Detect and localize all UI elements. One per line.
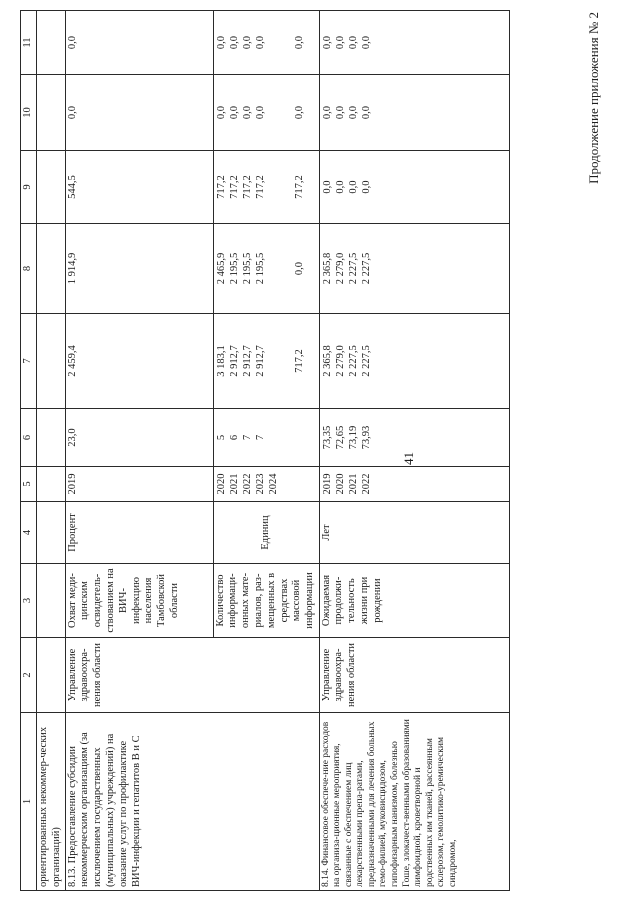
v9-tail: 717,2 (293, 175, 305, 199)
v8-cell: 2 227,5 (347, 252, 359, 285)
v6-cell: 73,19 (347, 425, 359, 450)
row-8-14-v10 (319, 75, 509, 151)
v10-cell: 0,0 (360, 105, 372, 120)
year-2024: 2024 (267, 473, 279, 495)
v10-cell: 0,0 (241, 105, 253, 120)
v10-cell: 0,0 (334, 105, 346, 120)
row-8-14-executor: Управление здравоохра-нения области (319, 638, 509, 713)
v7-cell: 3 183,1 (215, 345, 227, 377)
v8-cell: 2 365,8 (321, 252, 333, 285)
row-8-14-v11 (319, 11, 509, 75)
col-header-8: 8 (21, 224, 37, 314)
v11-cell: 0,0 (215, 35, 227, 50)
v8-cell: 2 279,0 (334, 252, 346, 285)
row-8-13-v10-b (213, 75, 319, 151)
v6-cell: 6 (228, 434, 240, 441)
year-2020: 2020 (215, 473, 227, 495)
v6-cell: 5 (215, 434, 227, 441)
v6-cell: 7 (241, 434, 253, 441)
v6-cell: 7 (254, 434, 266, 441)
row-8-13-year-a: 2019 (65, 467, 213, 502)
row-8-14-title: 8.14. Финансовое обеспече-ние расходов на организа-ционные мероприятия, связанные с обеспечением лиц лекарственными препа-ратами, предназначенными для лечения больных гемо-филией, муковисцидозом, гипофизарным нанизмом, болезнью Гоше, злокачест-венными образованиями лимфоидной, кроветворной и родственных им тканей, рассеянным склерозом, гемолитико-уремическим синдромом, (319, 713, 509, 891)
row-8-13-v7-a: 2 459,4 (65, 314, 213, 409)
header-row (21, 11, 37, 891)
col-header-11: 11 (21, 11, 37, 75)
row-8-13-v7-b (213, 314, 319, 409)
v9-cell: 717,2 (215, 175, 227, 199)
col-header-6: 6 (21, 409, 37, 467)
col-header-2: 2 (21, 638, 37, 713)
v8-cell: 2 465,9 (215, 252, 227, 285)
row-8-13-v8-a: 1 914,9 (65, 224, 213, 314)
v11-cell: 0,0 (360, 35, 372, 50)
v9-cell: 0,0 (321, 180, 333, 194)
col-header-4: 4 (21, 502, 37, 564)
v8-cell: 2 195,5 (254, 252, 266, 285)
row-8-13-v11-a: 0,0 (65, 11, 213, 75)
v7-cell: 2 227,5 (347, 345, 359, 377)
v10-cell: 0,0 (254, 105, 266, 120)
v9-cell: 717,2 (254, 175, 266, 199)
v11-cell: 0,0 (334, 35, 346, 50)
row-8-13-years-b (213, 467, 319, 502)
row-8-14-v8 (319, 224, 509, 314)
v11-cell: 0,0 (254, 35, 266, 50)
row-8-13-executor: Управление здравоохра-нения области (65, 638, 319, 713)
v7-cell: 2 279,0 (334, 345, 346, 377)
row-8-13-v10-a: 0,0 (65, 75, 213, 151)
v11-cell: 0,0 (347, 35, 359, 50)
v6-cell: 72,65 (334, 425, 346, 450)
row-8-13-unit-b: Единиц (213, 502, 319, 564)
v7-cell: 2 365,8 (321, 345, 333, 377)
v7-tail: 717,2 (293, 349, 305, 373)
v11-tail: 0,0 (293, 35, 305, 50)
v11-cell: 0,0 (228, 35, 240, 50)
row-8-14-v6 (319, 409, 509, 467)
v8-cell: 2 195,5 (241, 252, 253, 285)
year-2021: 2021 (347, 473, 359, 495)
year-2021: 2021 (228, 473, 240, 495)
data-table (20, 10, 510, 891)
prev-row-text: ориентированных некоммер-ческих организаций) (37, 713, 66, 891)
v9-cell: 717,2 (241, 175, 253, 199)
table-row-8-14 (319, 11, 509, 891)
year-2020: 2020 (334, 473, 346, 495)
v10-cell: 0,0 (347, 105, 359, 120)
v9-cell: 0,0 (360, 180, 372, 194)
row-8-13-v6-a: 23,0 (65, 409, 213, 467)
v10-cell: 0,0 (215, 105, 227, 120)
table-row-8-13-a (65, 11, 213, 891)
continuation-title: Продолжение приложения № 2 (586, 12, 601, 184)
row-8-14-v7 (319, 314, 509, 409)
col-header-9: 9 (21, 151, 37, 224)
col-header-5: 5 (21, 467, 37, 502)
v9-cell: 0,0 (347, 180, 359, 194)
year-2022: 2022 (360, 473, 372, 495)
year-2022: 2022 (241, 473, 253, 495)
year-2019: 2019 (321, 473, 333, 495)
row-8-14-v9 (319, 151, 509, 224)
page-number: 41 (401, 452, 416, 465)
v9-cell: 0,0 (334, 180, 346, 194)
v7-cell: 2 912,7 (254, 345, 266, 377)
v6-cell: 73,93 (360, 425, 372, 450)
col-header-1: 1 (21, 713, 37, 891)
col-header-7: 7 (21, 314, 37, 409)
year-2023: 2023 (254, 473, 266, 495)
v11-cell: 0,0 (241, 35, 253, 50)
v8-cell: 2 227,5 (360, 252, 372, 285)
row-8-13-v11-b (213, 11, 319, 75)
row-8-13-title: 8.13. Предоставление субсидии некоммерческим организациям (за исключением государственных (муниципальных) учреждений) на оказание услуг по профилактике ВИЧ-инфекции и гепатитов В и С (65, 713, 319, 891)
row-8-13-v9-a: 544,5 (65, 151, 213, 224)
v8-cell: 2 195,5 (228, 252, 240, 285)
v7-cell: 2 912,7 (228, 345, 240, 377)
row-8-14-indicator: Ожидаемая продолжи-тельность жизни при рождении (319, 564, 509, 638)
row-8-13-v9-b (213, 151, 319, 224)
row-8-13-v6-b (213, 409, 319, 467)
prev-row-tail (37, 11, 66, 891)
row-8-13-indicator-a: Охват меди-цинским освидетель-ствованием на ВИЧ-инфекцию населения Тамбовской области (65, 564, 213, 638)
row-8-14-unit: Лет (319, 502, 509, 564)
v10-cell: 0,0 (321, 105, 333, 120)
v11-cell: 0,0 (321, 35, 333, 50)
col-header-10: 10 (21, 75, 37, 151)
v9-cell: 717,2 (228, 175, 240, 199)
row-8-13-unit-a: Процент (65, 502, 213, 564)
row-8-13-v8-b (213, 224, 319, 314)
v6-cell: 73,35 (321, 425, 333, 450)
row-8-14-years (319, 467, 509, 502)
row-8-13-indicator-b: Количество информаци-онных мате-риалов, раз-мещенных в средствах массовой информации (213, 564, 319, 638)
v10-tail: 0,0 (293, 105, 305, 120)
col-header-3: 3 (21, 564, 37, 638)
v7-cell: 2 912,7 (241, 345, 253, 377)
v8-tail: 0,0 (293, 261, 305, 276)
v7-cell: 2 227,5 (360, 345, 372, 377)
v10-cell: 0,0 (228, 105, 240, 120)
